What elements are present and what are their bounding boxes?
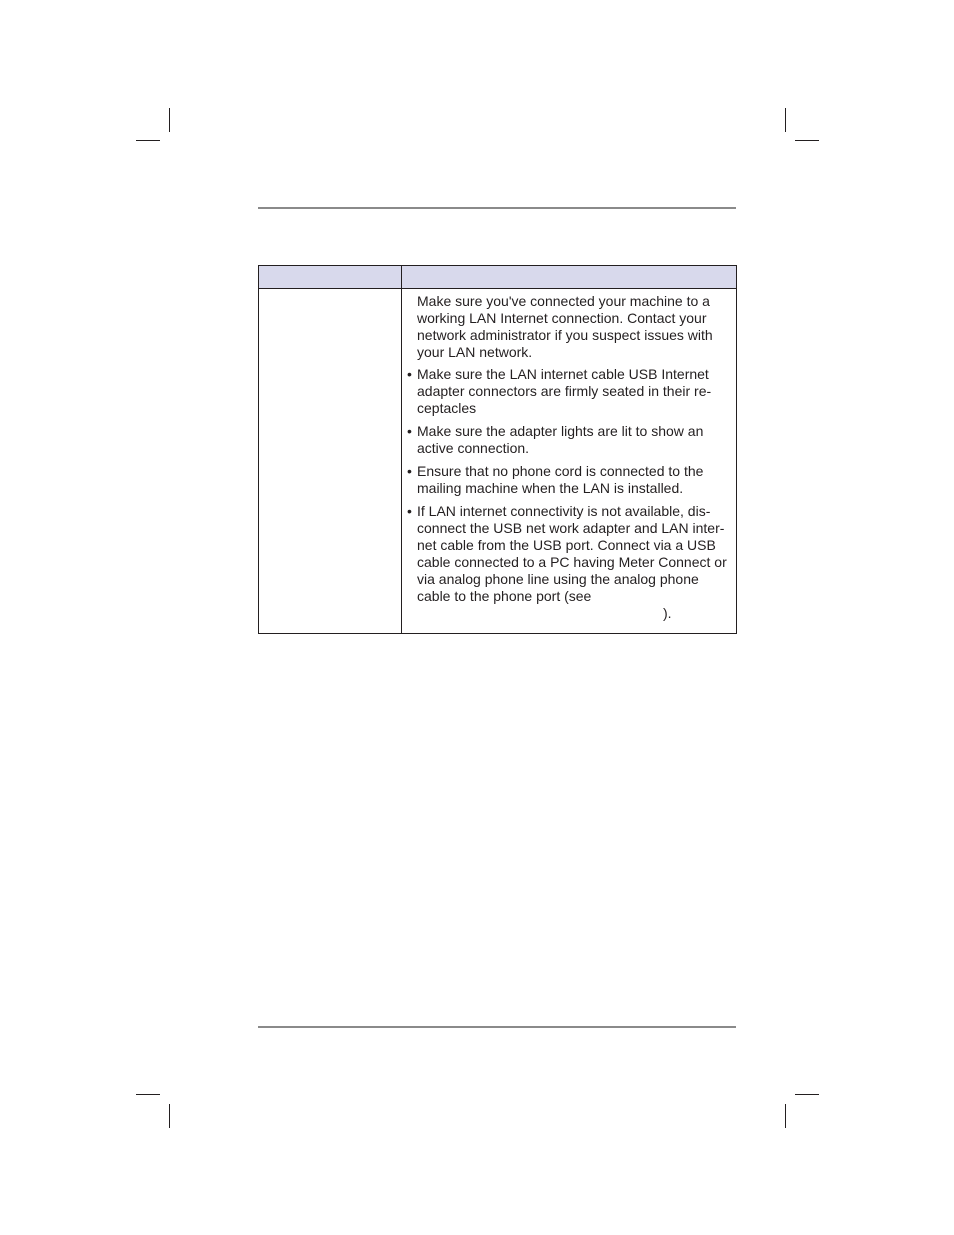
footer-rule [258, 1026, 736, 1028]
list-item-text: If LAN internet connectivity is not available, dis-connect the USB net work adapter and LAN inter-net cable from the USB port. Connect via a USB cable connected to a PC having Meter Connect or via analog phone line using the analog phone cable to the phone port (see [417, 503, 727, 604]
solution-cell [402, 289, 737, 634]
table-header-row [259, 266, 737, 289]
crop-mark-top-left-vertical [169, 108, 170, 132]
problem-cell [259, 289, 402, 634]
table-row [259, 289, 737, 634]
crop-mark-bottom-left-vertical [169, 1104, 170, 1128]
solution-intro: Make sure you've connected your machine to a working LAN Internet connection. Contact your network administrator if you suspect issues with your LAN network. [417, 293, 713, 360]
list-item [407, 503, 728, 605]
closing-text: ). [663, 605, 672, 621]
list-item [407, 423, 728, 457]
crop-mark-bottom-left-horizontal [136, 1094, 160, 1095]
list-item [407, 366, 728, 417]
bullet-symbol: • [407, 366, 412, 382]
bullet-symbol: • [407, 423, 412, 439]
crop-mark-bottom-right-vertical [785, 1104, 786, 1128]
crop-mark-top-left-horizontal [136, 140, 160, 141]
list-item [407, 463, 728, 497]
crop-mark-top-right-horizontal [795, 140, 819, 141]
troubleshooting-table [258, 265, 737, 634]
crop-mark-bottom-right-horizontal [795, 1094, 819, 1095]
solution-tail [407, 605, 728, 622]
header-cell-solution [402, 266, 737, 289]
header-cell-problem [259, 266, 402, 289]
list-item-text: Make sure the adapter lights are lit to show an active connection. [417, 423, 704, 456]
bullet-symbol: • [407, 463, 412, 479]
header-rule [258, 207, 736, 209]
bullet-symbol: • [407, 503, 412, 519]
list-item-text: Ensure that no phone cord is connected to the mailing machine when the LAN is installed. [417, 463, 704, 496]
list-item-text: Make sure the LAN internet cable USB Internet adapter connectors are firmly seated in their re-ceptacles [417, 366, 712, 416]
crop-mark-top-right-vertical [785, 108, 786, 132]
